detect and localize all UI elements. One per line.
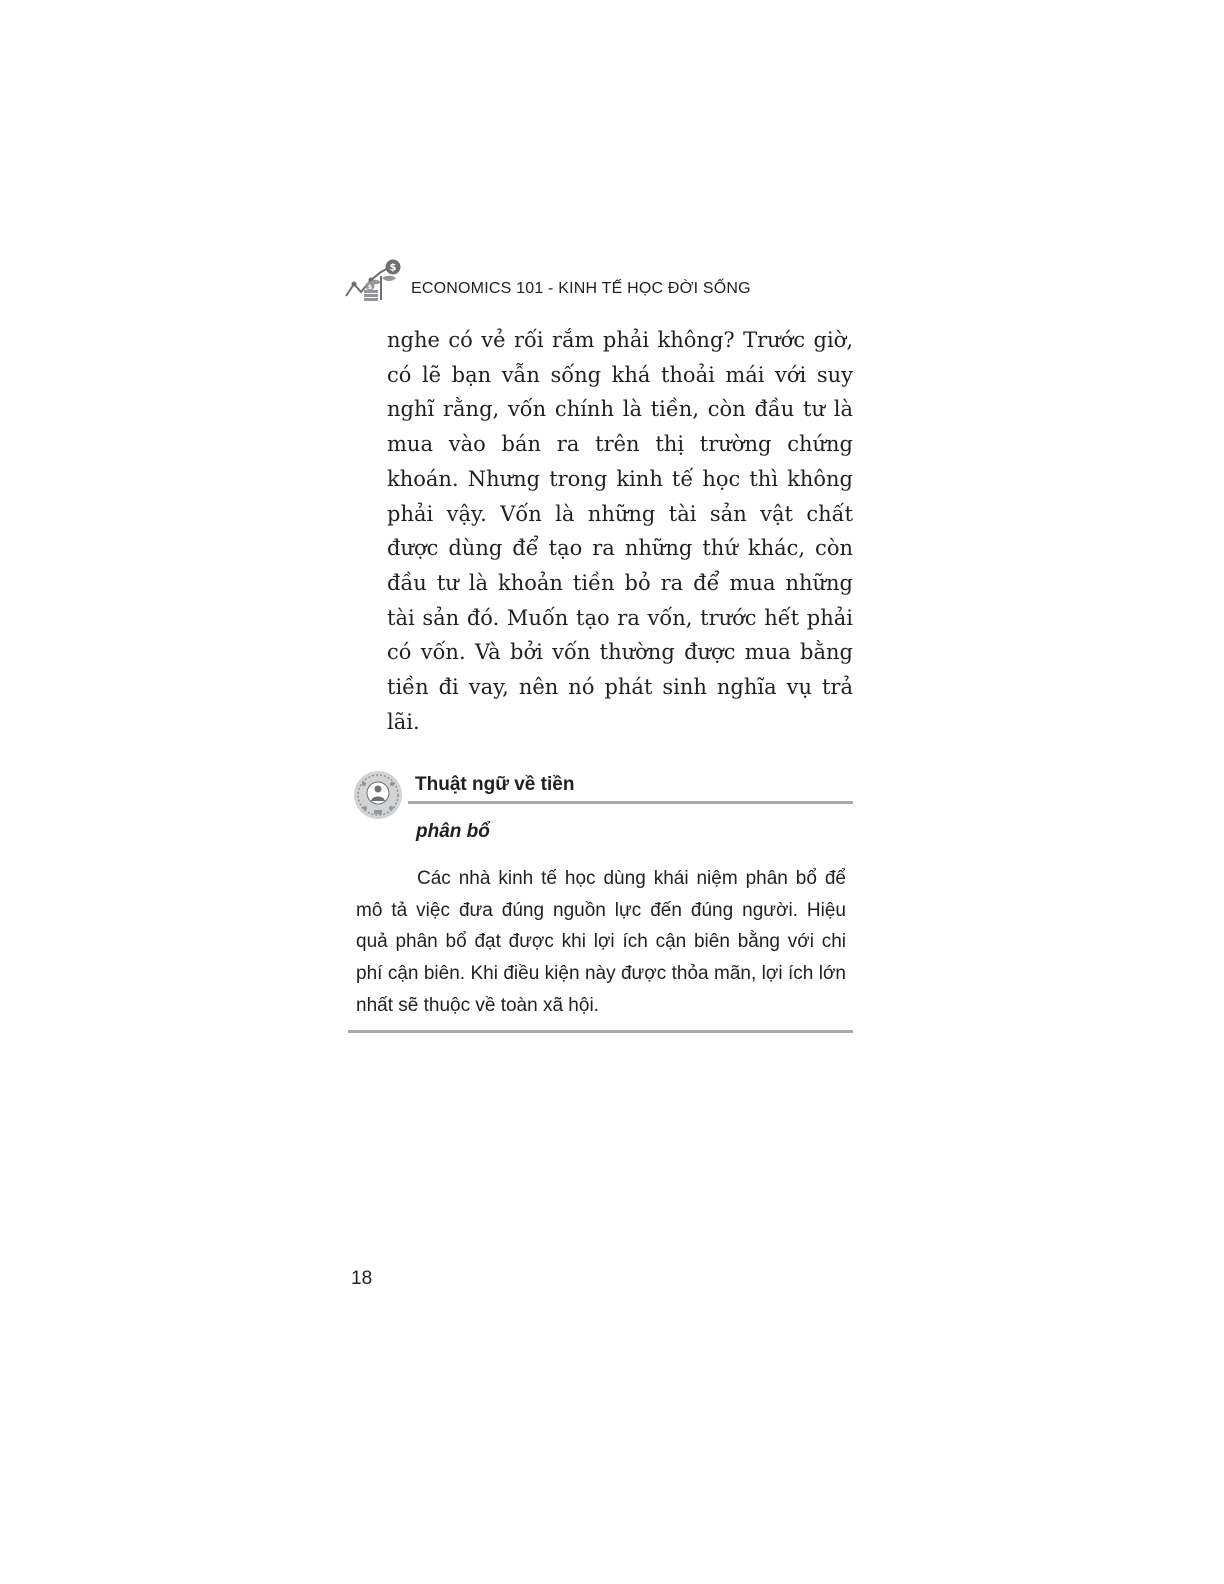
body-line: những thứ khác, còn đầu tư là khoản tiền bỏ [387,536,853,595]
heading-divider [408,801,853,804]
glossary-term: phân bổ [416,821,490,842]
body-paragraph [387,323,853,739]
page-number: 18 [351,1268,373,1289]
svg-text:$: $ [367,284,373,291]
glossary-bottom-divider [348,1030,853,1033]
body-line: trước hết phải có vốn. Và bởi vốn thường được [387,605,853,665]
body-line: vụ trả lãi. [387,675,853,734]
coin-emblem-icon [353,770,403,820]
body-line: trong kinh tế học thì không phải vậy. Vốn là [387,466,853,526]
body-line: rằng, vốn chính là tiền, còn đầu tư là mua vào [387,397,853,457]
body-line: bán ra trên thị trường chứng khoán. Nhưng [387,432,853,491]
growth-plant-coins-icon [344,258,404,302]
glossary-box [348,768,854,1038]
glossary-definition: Các nhà kinh tế học dùng khái niệm phân bổ để mô tả việc đưa đúng nguồn lực đến đúng người. Hiệu quả phân bổ đạt được khi lợi ích cận biên bằng với chi phí cận biên. Khi điều kiện này được thỏa mãn, lợi ích lớn nhất sẽ thuộc về toàn xã hội. [356,868,846,1016]
body-line: ra để mua những tài sản đó. Muốn tạo ra vốn, [387,570,853,630]
body-line: nghe có vẻ rối rắm phải không? Trước giờ, có [387,328,853,387]
body-line: mua bằng tiền đi vay, nên nó phát sinh nghĩa [387,640,853,700]
running-header [344,258,864,302]
running-header-title: ECONOMICS 101 - KINH TẾ HỌC ĐỜI SỐNG [411,280,751,297]
svg-text:$: $ [389,262,397,274]
glossary-heading: Thuật ngữ về tiền [415,774,575,795]
body-line: những tài sản vật chất được dùng để tạo ra [387,501,853,561]
body-line: lẽ bạn vẫn sống khá thoải mái với suy nghĩ [387,362,853,422]
